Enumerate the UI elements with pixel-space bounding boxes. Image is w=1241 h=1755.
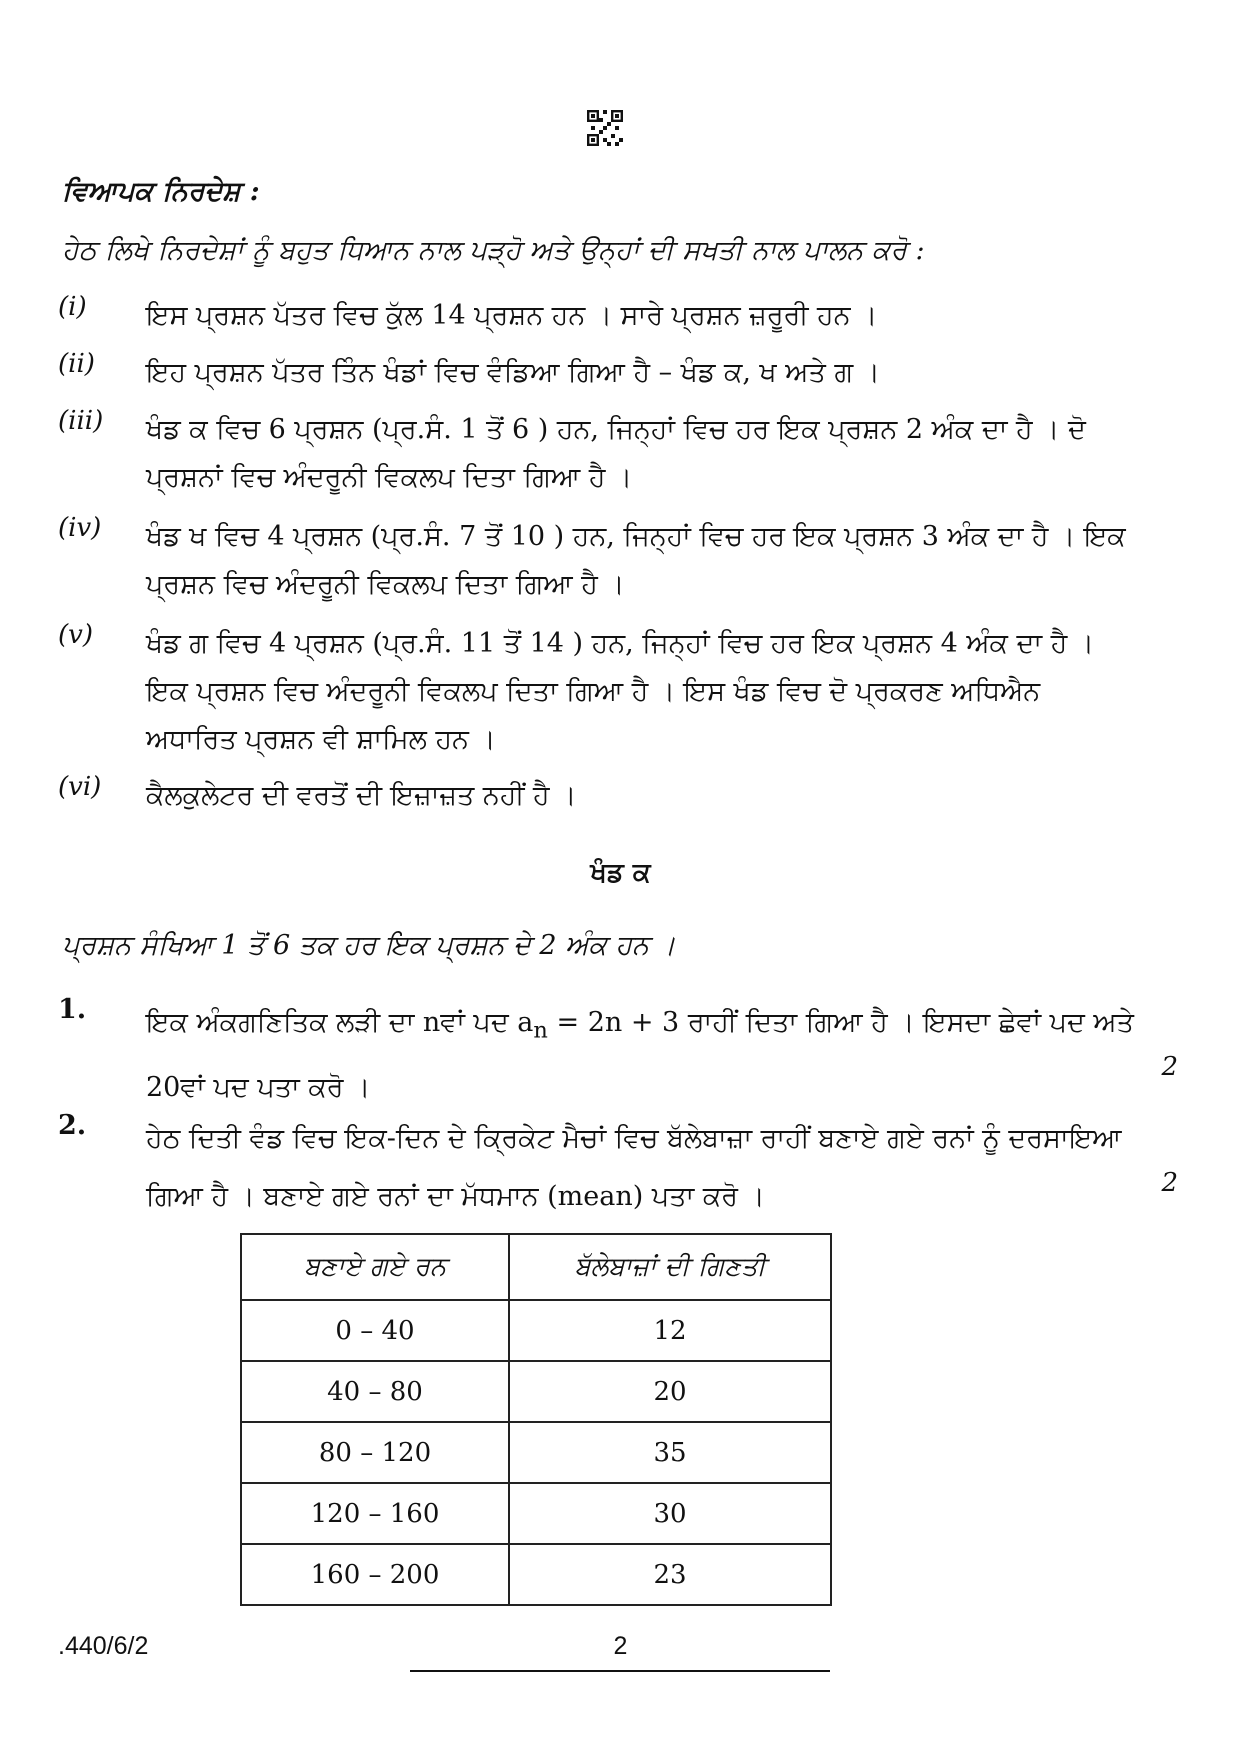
instruction-number: (iv) <box>58 513 102 543</box>
table-header-runs: ਬਣਾਏ ਗਏ ਰਨ <box>241 1234 509 1300</box>
table-row <box>241 1300 831 1361</box>
formula-term: a <box>517 1007 534 1038</box>
instruction-number: (iii) <box>58 406 104 436</box>
question-1 <box>58 994 1178 1117</box>
instruction-item <box>58 513 1138 609</box>
paper-code: .440/6/2 <box>58 1632 149 1660</box>
table-cell-batsmen: 30 <box>509 1483 831 1544</box>
instruction-item <box>58 406 1138 502</box>
table-cell-runs: 40 – 80 <box>241 1361 509 1422</box>
table-header-row <box>241 1234 831 1300</box>
question-text-after: ਰਾਹੀਂ ਦਿਤਾ ਗਿਆ ਹੈ । ਇਸਦਾ ਛੇਵਾਂ ਪਦ ਅਤੇ 20ਵਾਂ ਪਦ ਪਤਾ ਕਰੋ । <box>146 1007 1134 1104</box>
table-cell-batsmen: 23 <box>509 1544 831 1605</box>
table-cell-runs: 160 – 200 <box>241 1544 509 1605</box>
runs-distribution-table <box>240 1233 832 1606</box>
question-text-before: ਇਕ ਅੰਕਗਣਿਤਿਕ ਲੜੀ ਦਾ nਵਾਂ ਪਦ <box>146 1007 518 1038</box>
question-number: 1. <box>58 994 87 1025</box>
footer-divider <box>410 1670 830 1672</box>
section-marks-note: ਪ੍ਰਸ਼ਨ ਸੰਖਿਆ 1 ਤੋਂ 6 ਤਕ ਹਰ ਇਕ ਪ੍ਰਸ਼ਨ ਦੇ 2 ਅੰਕ ਹਨ । <box>62 930 676 961</box>
instruction-number: (i) <box>58 292 87 322</box>
instruction-text: ਕੈਲਕੁਲੇਟਰ ਦੀ ਵਰਤੋਂ ਦੀ ਇਜ਼ਾਜ਼ਤ ਨਹੀਂ ਹੈ । <box>146 780 577 811</box>
instruction-text: ਇਹ ਪ੍ਰਸ਼ਨ ਪੱਤਰ ਤਿੰਨ ਖੰਡਾਂ ਵਿਚ ਵੰਡਿਆ ਗਿਆ ਹੈ – ਖੰਡ ਕ, ਖ ਅਤੇ ਗ । <box>146 357 880 388</box>
instructions-heading: ਵਿਆਪਕ ਨਿਰਦੇਸ਼ : <box>62 176 260 207</box>
instruction-item <box>58 772 1138 820</box>
table-row <box>241 1483 831 1544</box>
table-cell-batsmen: 20 <box>509 1361 831 1422</box>
table-cell-runs: 120 – 160 <box>241 1483 509 1544</box>
section-title: ਖੰਡ ਕ <box>590 858 651 888</box>
instructions-intro: ਹੇਠ ਲਿਖੇ ਨਿਰਦੇਸ਼ਾਂ ਨੂੰ ਬਹੁਤ ਧਿਆਨ ਨਾਲ ਪੜ੍ਹੋ ਅਤੇ ਉਨ੍ਹਾਂ ਦੀ ਸਖਤੀ ਨਾਲ ਪਾਲਨ ਕਰੋ : <box>62 235 925 266</box>
question-marks: 2 <box>1161 1168 1178 1198</box>
question-number: 2. <box>58 1110 87 1141</box>
table-row <box>241 1422 831 1483</box>
formula-rest: = 2n + 3 <box>547 1007 680 1038</box>
page-number: 2 <box>613 1632 628 1660</box>
instruction-item <box>58 620 1138 764</box>
table-row <box>241 1361 831 1422</box>
table-cell-batsmen: 12 <box>509 1300 831 1361</box>
instruction-number: (v) <box>58 620 93 650</box>
instruction-item <box>58 349 1138 397</box>
qr-code-icon <box>587 110 623 146</box>
instruction-number: (vi) <box>58 772 102 802</box>
instruction-text: ਇਸ ਪ੍ਰਸ਼ਨ ਪੱਤਰ ਵਿਚ ਕੁੱਲ 14 ਪ੍ਰਸ਼ਨ ਹਨ । ਸਾਰੇ ਪ੍ਰਸ਼ਨ ਜ਼ਰੂਰੀ ਹਨ । <box>146 300 878 331</box>
table-row <box>241 1544 831 1605</box>
table-header-batsmen: ਬੱਲੇਬਾਜ਼ਾਂ ਦੀ ਗਿਣਤੀ <box>509 1234 831 1300</box>
instruction-text: ਖੰਡ ਖ ਵਿਚ 4 ਪ੍ਰਸ਼ਨ (ਪ੍ਰ.ਸੰ. 7 ਤੋਂ 10 ) ਹਨ, ਜਿਨ੍ਹਾਂ ਵਿਚ ਹਰ ਇਕ ਪ੍ਰਸ਼ਨ 3 ਅੰਕ ਦਾ ਹੈ । ਇਕ ਪ੍ਰਸ਼ਨ ਵਿਚ ਅੰਦਰੂਨੀ ਵਿਕਲਪ ਦਿਤਾ ਗਿਆ ਹੈ । <box>146 521 1126 600</box>
question-text: ਹੇਠ ਦਿਤੀ ਵੰਡ ਵਿਚ ਇਕ-ਦਿਨ ਦੇ ਕ੍ਰਿਕੇਟ ਮੈਚਾਂ ਵਿਚ ਬੱਲੇਬਾਜ਼ਾ ਰਾਹੀਂ ਬਣਾਏ ਗਏ ਰਨਾਂ ਨੂੰ ਦਰਸਾਇਆ ਗਿਆ ਹੈ । ਬਣਾਏ ਗਏ ਰਨਾਂ ਦਾ ਮੱਧਮਾਨ (mean) ਪਤਾ ਕਰੋ । <box>146 1123 1122 1212</box>
question-2 <box>58 1110 1178 1226</box>
question-marks: 2 <box>1161 1052 1178 1082</box>
instruction-text: ਖੰਡ ਕ ਵਿਚ 6 ਪ੍ਰਸ਼ਨ (ਪ੍ਰ.ਸੰ. 1 ਤੋਂ 6 ) ਹਨ, ਜਿਨ੍ਹਾਂ ਵਿਚ ਹਰ ਇਕ ਪ੍ਰਸ਼ਨ 2 ਅੰਕ ਦਾ ਹੈ । ਦੋ ਪ੍ਰਸ਼ਨਾਂ ਵਿਚ ਅੰਦਰੂਨੀ ਵਿਕਲਪ ਦਿਤਾ ਗਿਆ ਹੈ । <box>146 414 1086 493</box>
instruction-item <box>58 292 1138 340</box>
formula-subscript: n <box>533 1017 548 1044</box>
table-cell-runs: 0 – 40 <box>241 1300 509 1361</box>
instruction-number: (ii) <box>58 349 95 379</box>
table-cell-runs: 80 – 120 <box>241 1422 509 1483</box>
table-cell-batsmen: 35 <box>509 1422 831 1483</box>
question-text <box>146 994 1136 1117</box>
instruction-text: ਖੰਡ ਗ ਵਿਚ 4 ਪ੍ਰਸ਼ਨ (ਪ੍ਰ.ਸੰ. 11 ਤੋਂ 14 ) ਹਨ, ਜਿਨ੍ਹਾਂ ਵਿਚ ਹਰ ਇਕ ਪ੍ਰਸ਼ਨ 4 ਅੰਕ ਦਾ ਹੈ । ਇਕ ਪ੍ਰਸ਼ਨ ਵਿਚ ਅੰਦਰੂਨੀ ਵਿਕਲਪ ਦਿਤਾ ਗਿਆ ਹੈ । ਇਸ ਖੰਡ ਵਿਚ ਦੋ ਪ੍ਰਕਰਣ ਅਧਿਐਨ ਅਧਾਰਿਤ ਪ੍ਰਸ਼ਨ ਵੀ ਸ਼ਾਮਿਲ ਹਨ । <box>146 628 1095 755</box>
